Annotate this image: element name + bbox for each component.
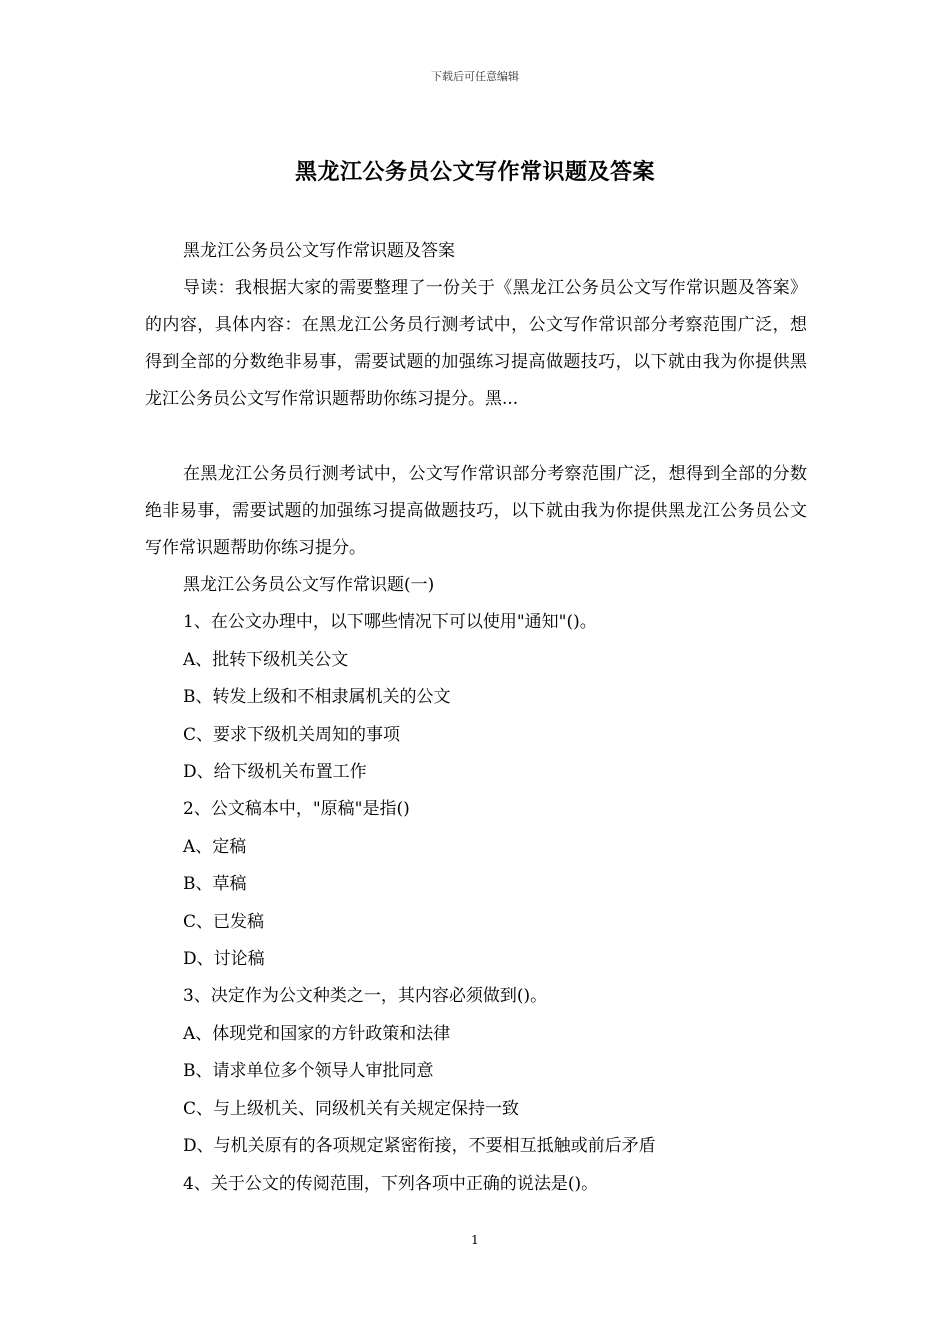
question-1-option-c: C、要求下级机关周知的事项 (183, 724, 401, 745)
question-3-option-c: C、与上级机关、同级机关有关规定保持一致 (183, 1098, 520, 1119)
question-1-option-d: D、给下级机关布置工作 (183, 762, 367, 783)
page-number: 1 (471, 1233, 479, 1247)
question-1: 1、在公文办理中，以下哪些情况下可以使用"通知"()。 (183, 612, 597, 633)
question-list (183, 567, 656, 1203)
question-2: 2、公文稿本中，"原稿"是指() (183, 799, 410, 820)
question-3-option-a: A、体现党和国家的方针政策和法律 (183, 1023, 451, 1044)
question-3: 3、决定作为公文种类之一，其内容必须做到()。 (183, 986, 548, 1007)
intro-paragraph-block (145, 270, 807, 418)
question-3-option-b: B、请求单位多个领导人审批同意 (183, 1061, 434, 1082)
question-4: 4、关于公文的传阅范围，下列各项中正确的说法是()。 (183, 1173, 599, 1194)
intro-paragraph: 导读：我根据大家的需要整理了一份关于《黑龙江公务员公文写作常识题及答案》的内容，具体内容：在黑龙江公务员行测考试中，公文写作常识部分考察范围广泛，想得到全部的分数绝非易事，需要试题的加强练习提高做题技巧，以下就由我为你提供黑龙江公务员公文写作常识题帮助你练习提分。黑... (145, 278, 807, 409)
section-heading: 黑龙江公务员公文写作常识题(一) (183, 575, 435, 595)
question-3-option-d: D、与机关原有的各项规定紧密衔接，不要相互抵触或前后矛盾 (183, 1136, 656, 1157)
document-title: 黑龙江公务员公文写作常识题及答案 (294, 159, 655, 185)
header-note: 下载后可任意编辑 (431, 70, 519, 83)
question-1-option-a: A、批转下级机关公文 (183, 649, 349, 670)
main-paragraph: 在黑龙江公务员行测考试中，公文写作常识部分考察范围广泛，想得到全部的分数绝非易事，需要试题的加强练习提高做题技巧，以下就由我为你提供黑龙江公务员公文写作常识题帮助你练习提分。 (145, 464, 807, 558)
intro-heading: 黑龙江公务员公文写作常识题及答案 (183, 241, 455, 261)
question-2-option-b: B、草稿 (183, 874, 247, 895)
question-2-option-c: C、已发稿 (183, 911, 265, 932)
question-2-option-d: D、讨论稿 (183, 949, 265, 970)
main-paragraph-block (145, 456, 807, 567)
question-1-option-b: B、转发上级和不相隶属机关的公文 (183, 687, 451, 708)
question-2-option-a: A、定稿 (183, 836, 247, 857)
